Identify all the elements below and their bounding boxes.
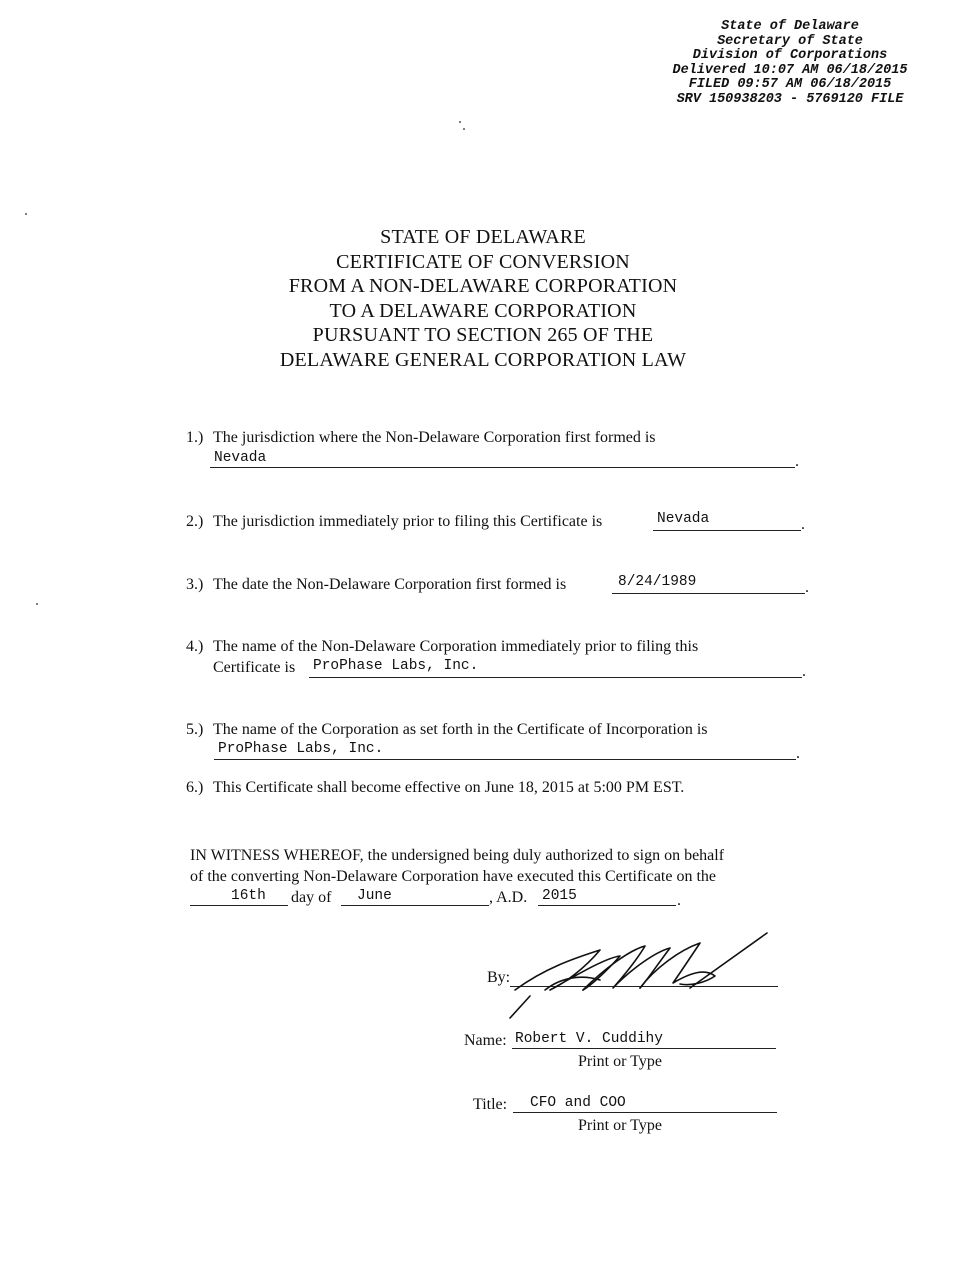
- year-fill-line: [538, 905, 676, 906]
- item-number: 1.): [186, 429, 204, 446]
- name-fill-line: [512, 1048, 776, 1049]
- by-label: By:: [487, 969, 511, 986]
- item-5-text: The name of the Corporation as set forth in the Certificate of Incorporation is: [213, 721, 708, 738]
- handwritten-signature: [505, 928, 775, 1023]
- item-number: 2.): [186, 513, 204, 530]
- filing-stamp: [640, 20, 940, 107]
- item-number: 5.): [186, 721, 204, 738]
- print-or-type-caption: Print or Type: [578, 1053, 662, 1070]
- title-fill-line: [513, 1112, 777, 1113]
- item-number: 3.): [186, 576, 204, 593]
- day-value: 16th: [231, 888, 266, 904]
- item-4-text-continued: Certificate is: [213, 659, 296, 676]
- item-2-value: Nevada: [657, 511, 710, 527]
- stamp-line: SRV 150938203 - 5769120 FILE: [676, 91, 904, 107]
- item-4-text: The name of the Non-Delaware Corporation immediately prior to filing this: [213, 638, 699, 655]
- item-4-value: ProPhase Labs, Inc.: [313, 658, 479, 674]
- title-label: Title:: [473, 1096, 508, 1113]
- item-1-period: .: [795, 453, 799, 470]
- print-or-type-caption: Print or Type: [578, 1117, 662, 1134]
- title-line: PURSUANT TO SECTION 265 OF THE: [312, 324, 654, 346]
- witness-line-2: of the converting Non-Delaware Corporation have executed this Certificate on the: [190, 868, 717, 885]
- item-5-value: ProPhase Labs, Inc.: [218, 741, 384, 757]
- item-1-fill-line: [210, 467, 795, 468]
- item-2-text: The jurisdiction immediately prior to filing this Certificate is: [213, 513, 603, 530]
- item-2-fill-line: [653, 530, 801, 531]
- stamp-line: State of Delaware: [721, 19, 859, 34]
- day-of-label: day of: [291, 889, 332, 906]
- item-6-text: This Certificate shall become effective on June 18, 2015 at 5:00 PM EST.: [213, 779, 685, 796]
- item-4-period: .: [802, 663, 806, 680]
- item-1-text: The jurisdiction where the Non-Delaware Corporation first formed is: [213, 429, 656, 446]
- signer-title: CFO and COO: [530, 1095, 626, 1111]
- title-line: CERTIFICATE OF CONVERSION: [336, 250, 630, 273]
- name-label: Name:: [464, 1032, 507, 1049]
- item-5-period: .: [796, 745, 800, 762]
- witness-line-1: IN WITNESS WHEREOF, the undersigned being duly authorized to sign on behalf: [190, 847, 725, 864]
- scan-speck: [463, 128, 465, 130]
- item-4-fill-line: [309, 677, 802, 678]
- item-1-value: Nevada: [214, 450, 267, 466]
- item-3-fill-line: [612, 593, 805, 594]
- stamp-line: FILED 09:57 AM 06/18/2015: [688, 77, 892, 92]
- day-fill-line: [190, 905, 288, 906]
- month-value: June: [357, 888, 392, 904]
- item-number: 6.): [186, 779, 204, 796]
- item-2-period: .: [801, 516, 805, 533]
- ad-label: , A.D.: [489, 889, 528, 906]
- title-line: TO A DELAWARE CORPORATION: [329, 299, 637, 322]
- title-line: FROM A NON-DELAWARE CORPORATION: [288, 275, 678, 297]
- item-3-text: The date the Non-Delaware Corporation first formed is: [213, 576, 567, 593]
- scan-speck: [36, 603, 38, 605]
- signer-name: Robert V. Cuddihy: [515, 1031, 663, 1047]
- witness-period: .: [677, 892, 681, 909]
- title-line: DELAWARE GENERAL CORPORATION LAW: [279, 348, 687, 371]
- item-5-fill-line: [214, 759, 796, 760]
- item-3-value: 8/24/1989: [618, 574, 697, 590]
- stamp-line: Division of Corporations: [692, 48, 888, 63]
- item-number: 4.): [186, 638, 204, 655]
- scan-speck: [459, 121, 461, 123]
- document-title: [200, 225, 766, 372]
- item-3-period: .: [805, 579, 809, 596]
- month-fill-line: [341, 905, 489, 906]
- title-line: STATE OF DELAWARE: [380, 226, 586, 248]
- scan-speck: [25, 213, 27, 215]
- stamp-line: Delivered 10:07 AM 06/18/2015: [672, 62, 908, 78]
- stamp-line: Secretary of State: [717, 33, 863, 49]
- year-value: 2015: [542, 888, 577, 904]
